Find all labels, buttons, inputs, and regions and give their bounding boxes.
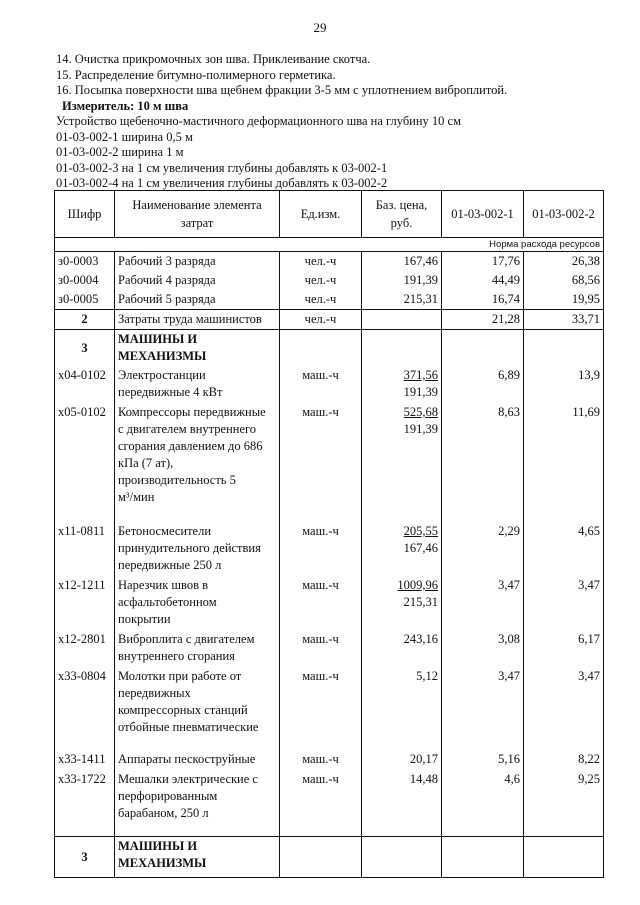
row-code: х33-0804 [55, 667, 115, 750]
row-name: Затраты труда машинистов [115, 310, 280, 330]
row-v2: 3,47 [524, 576, 604, 630]
row-price [362, 667, 442, 750]
row-price [362, 403, 442, 522]
row-name-line: Электростанции [118, 368, 206, 382]
row-v1: 8,63 [442, 403, 524, 522]
row-unit: маш.-ч [280, 667, 362, 750]
row-name-line: передвижные 250 л [118, 558, 222, 572]
row-unit: чел.-ч [280, 290, 362, 310]
price-labor: 191,39 [403, 422, 438, 436]
row-unit: маш.-ч [280, 770, 362, 837]
row-name-line: Аппараты пескоструйные [118, 752, 256, 766]
row-v2: 26,38 [524, 252, 604, 272]
row-v1: 2,29 [442, 522, 524, 576]
row-name-line: передвижных [118, 686, 191, 700]
row-name: Рабочий 3 разряда [115, 252, 280, 272]
table-row [55, 522, 604, 576]
row-name [115, 366, 280, 403]
row-name-line: с двигателем внутреннего [118, 422, 257, 436]
price-base: 525,68 [403, 405, 438, 419]
norm-label: Норма расхода ресурсов [55, 238, 604, 252]
row-code: х04-0102 [55, 366, 115, 403]
row-name [115, 522, 280, 576]
row-v1: 4,6 [442, 770, 524, 837]
empty-cell [280, 330, 362, 367]
row-v2: 33,71 [524, 310, 604, 330]
row-code: х05-0102 [55, 403, 115, 522]
resource-norm-table [54, 190, 604, 878]
row-name-line: Мешалки электрические с [118, 772, 258, 786]
table-row [55, 290, 604, 310]
row-price [362, 310, 442, 330]
section-code: 3 [55, 330, 115, 367]
table-header-row [55, 191, 604, 238]
header-col2: 01-03-002-2 [524, 191, 604, 238]
row-name-line: Бетоносмесители [118, 524, 212, 538]
row-unit: маш.-ч [280, 366, 362, 403]
row-unit: маш.-ч [280, 630, 362, 667]
header-price: Баз. цена, руб. [362, 191, 442, 238]
row-price [362, 750, 442, 770]
price-base: 371,56 [403, 368, 438, 382]
intro-line: 01-03-002-2 ширина 1 м [56, 145, 184, 159]
row-code: х12-1211 [55, 576, 115, 630]
row-name-line: Компрессоры передвижные [118, 405, 266, 419]
table-row [55, 667, 604, 750]
row-unit: чел.-ч [280, 252, 362, 272]
intro-line: 01-03-002-3 на 1 см увеличения глубины добавлять к 03-002-1 [56, 160, 388, 175]
row-v1: 3,08 [442, 630, 524, 667]
price-base: 205,55 [403, 524, 438, 538]
row-code: з0-0004 [55, 271, 115, 290]
row-price [362, 576, 442, 630]
row-name-line: барабаном, 250 л [118, 806, 209, 820]
table-row [55, 630, 604, 667]
header-unit: Ед.изм. [280, 191, 362, 238]
row-v2: 68,56 [524, 271, 604, 290]
row-code: х11-0811 [55, 522, 115, 576]
row-name-line: асфальтобетонном [118, 595, 217, 609]
row-v1: 6,89 [442, 366, 524, 403]
row-v2: 11,69 [524, 403, 604, 522]
row-name-line: компрессорных станций [118, 703, 248, 717]
row-name-line: отбойные пневматические [118, 720, 259, 734]
row-name-line: производительность 5 [118, 473, 236, 487]
row-name [115, 403, 280, 522]
meter-heading: Измеритель: 10 м шва [62, 98, 189, 113]
price-base: 14,48 [409, 772, 438, 786]
row-v2: 6,17 [524, 630, 604, 667]
row-code: х33-1722 [55, 770, 115, 837]
row-name [115, 630, 280, 667]
row-price [362, 522, 442, 576]
row-unit: маш.-ч [280, 750, 362, 770]
price-base: 243,16 [403, 632, 438, 646]
intro-line: 16. Посыпка поверхности шва щебнем фракции 3-5 мм с уплотнением виброплитой. [56, 83, 508, 97]
norm-row [55, 238, 604, 252]
table-row [55, 271, 604, 290]
row-code: з0-0003 [55, 252, 115, 272]
row-name-line: принудительного действия [118, 541, 261, 555]
empty-cell [442, 837, 524, 878]
row-unit: маш.-ч [280, 522, 362, 576]
empty-cell [524, 330, 604, 367]
intro-line: 14. Очистка прикромочных зон шва. Приклеивание скотча. [56, 52, 371, 66]
table-row [55, 403, 604, 522]
row-unit: чел.-ч [280, 310, 362, 330]
row-name-line: внутреннего сгорания [118, 649, 235, 663]
section-code: 3 [55, 837, 115, 878]
row-code: 2 [55, 310, 115, 330]
intro-text [56, 52, 616, 192]
table-row [55, 770, 604, 837]
row-code: з0-0005 [55, 290, 115, 310]
row-name-line: перфорированным [118, 789, 218, 803]
table-row [55, 576, 604, 630]
row-unit: маш.-ч [280, 576, 362, 630]
row-name-line: м³/мин [118, 490, 155, 504]
row-name [115, 576, 280, 630]
row-name-line: сгорания давлением до 686 [118, 439, 263, 453]
table-row [55, 252, 604, 272]
row-code: х33-1411 [55, 750, 115, 770]
row-name-line: кПа (7 ат), [118, 456, 174, 470]
row-v2: 9,25 [524, 770, 604, 837]
intro-line: Устройство щебеночно-мастичного деформационного шва на глубину 10 см [56, 114, 462, 128]
header-col1: 01-03-002-1 [442, 191, 524, 238]
row-name-line: Виброплита с двигателем [118, 632, 255, 646]
header-code: Шифр [55, 191, 115, 238]
row-name-line: покрытии [118, 612, 171, 626]
row-name [115, 770, 280, 837]
row-name [115, 750, 280, 770]
row-unit: маш.-ч [280, 403, 362, 522]
row-v2: 19,95 [524, 290, 604, 310]
table-row [55, 750, 604, 770]
page-number: 29 [313, 20, 327, 35]
row-name: Рабочий 5 разряда [115, 290, 280, 310]
row-v1: 44,49 [442, 271, 524, 290]
intro-line: 15. Распределение битумно-полимерного герметика. [56, 67, 336, 82]
row-v1: 3,47 [442, 576, 524, 630]
section-name: МАШИНЫ И МЕХАНИЗМЫ [115, 330, 280, 367]
table-row [55, 366, 604, 403]
section-row [55, 330, 604, 367]
row-unit: чел.-ч [280, 271, 362, 290]
row-v2: 8,22 [524, 750, 604, 770]
row-price [362, 770, 442, 837]
row-price [362, 630, 442, 667]
price-labor: 191,39 [403, 385, 438, 399]
price-labor: 167,46 [403, 541, 438, 555]
row-v1: 21,28 [442, 310, 524, 330]
row-price: 167,46 [362, 252, 442, 272]
price-base: 1009,96 [397, 578, 438, 592]
price-base: 20,17 [409, 752, 438, 766]
row-price [362, 366, 442, 403]
empty-cell [280, 837, 362, 878]
row-v2: 13,9 [524, 366, 604, 403]
row-v1: 5,16 [442, 750, 524, 770]
row-name-line: передвижные 4 кВт [118, 385, 223, 399]
machinist-row [55, 310, 604, 330]
empty-cell [362, 330, 442, 367]
row-name [115, 667, 280, 750]
row-name: Рабочий 4 разряда [115, 271, 280, 290]
row-v2: 4,65 [524, 522, 604, 576]
row-v1: 17,76 [442, 252, 524, 272]
section-name: МАШИНЫ И МЕХАНИЗМЫ [115, 837, 280, 878]
row-v2: 3,47 [524, 667, 604, 750]
row-name-line: Нарезчик швов в [118, 578, 209, 592]
row-v1: 16,74 [442, 290, 524, 310]
price-labor: 215,31 [403, 595, 438, 609]
intro-line: 01-03-002-4 на 1 см увеличения глубины добавлять к 03-002-2 [56, 176, 388, 190]
empty-cell [362, 837, 442, 878]
machine-rows [55, 366, 604, 837]
row-price: 215,31 [362, 290, 442, 310]
empty-cell [524, 837, 604, 878]
header-name: Наименование элемента затрат [115, 191, 280, 238]
row-name-line: Молотки при работе от [118, 669, 242, 683]
row-v1: 3,47 [442, 667, 524, 750]
row-code: х12-2801 [55, 630, 115, 667]
section-row [55, 837, 604, 878]
row-price: 191,39 [362, 271, 442, 290]
price-base: 5,12 [416, 669, 438, 683]
empty-cell [442, 330, 524, 367]
intro-line: 01-03-002-1 ширина 0,5 м [56, 129, 193, 144]
